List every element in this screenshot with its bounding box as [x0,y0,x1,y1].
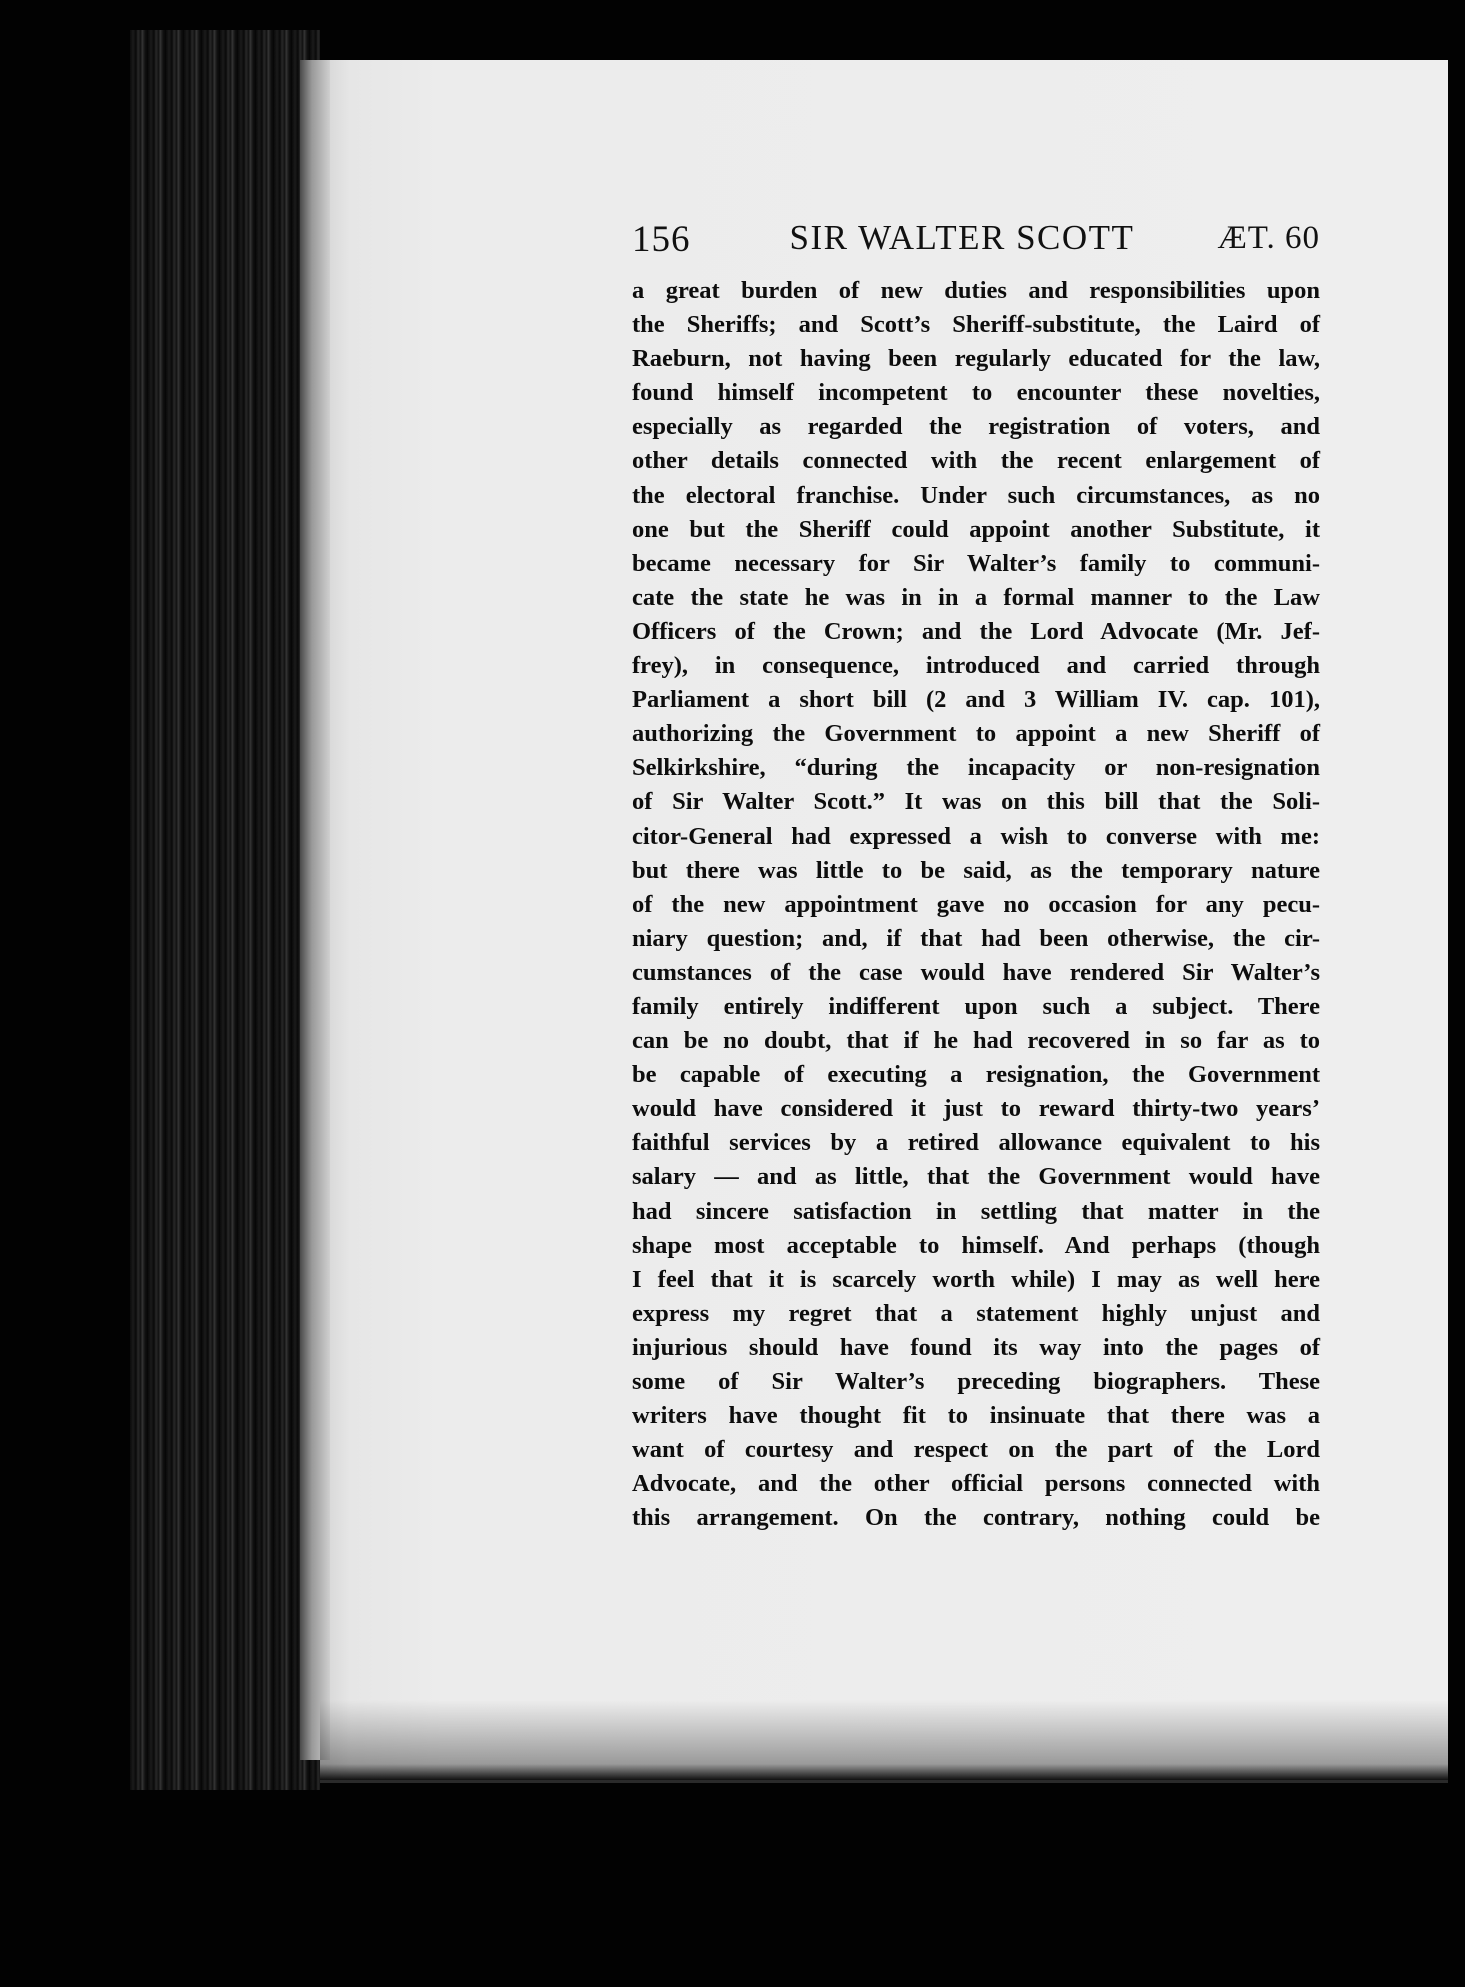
text-line: especially as regarded the registration of voters, and [632,413,1320,441]
text-line: Parliament a short bill (2 and 3 William IV. cap. 101), [632,686,1320,714]
text-line: other details connected with the recent enlargement of [632,447,1320,475]
text-line: writers have thought fit to insinuate that there was a [632,1402,1320,1430]
page-bottom-shadow [320,1700,1448,1780]
text-line: became necessary for Sir Walter’s family to communi- [632,549,1320,577]
text-line: had sincere satisfaction in settling that matter in the [632,1197,1320,1225]
text-line: citor-General had expressed a wish to converse with me: [632,822,1320,850]
text-line: niary question; and, if that had been otherwise, the cir- [632,924,1320,952]
text-line: Officers of the Crown; and the Lord Advocate (Mr. Jef- [632,617,1320,645]
text-line: found himself incompetent to encounter these novelties, [632,379,1320,407]
text-line: Selkirkshire, “during the incapacity or non-resignation [632,754,1320,782]
text-line: be capable of executing a resignation, the Government [632,1061,1320,1089]
text-line: the Sheriffs; and Scott’s Sheriff-substitute, the Laird of [632,311,1320,339]
text-line: express my regret that a statement highly unjust and [632,1299,1320,1327]
text-line: frey), in consequence, introduced and carried through [632,652,1320,680]
text-line: a great burden of new duties and responsibilities upon [632,277,1320,304]
text-line: injurious should have found its way into the pages of [632,1333,1320,1361]
text-line: faithful services by a retired allowance equivalent to his [632,1129,1320,1157]
text-line: cate the state he was in in a formal manner to the Law [632,583,1320,611]
text-line: want of courtesy and respect on the part of the Lord [632,1436,1320,1464]
text-line: some of Sir Walter’s preceding biographers. These [632,1368,1320,1395]
text-line: Raeburn, not having been regularly educated for the law, [632,345,1320,373]
text-line: Advocate, and the other official persons connected with [632,1470,1320,1498]
text-line: would have considered it just to reward thirty-two years’ [632,1095,1320,1123]
text-line: one but the Sheriff could appoint another Substitute, it [632,515,1320,543]
text-line: can be no doubt, that if he had recovered in so far as to [632,1027,1320,1055]
text-line: I feel that it is scarcely worth while) I may as well here [632,1265,1320,1293]
text-line: the electoral franchise. Under such circumstances, as no [632,481,1320,509]
text-line: authorizing the Government to appoint a new Sheriff of [632,720,1320,748]
page-gutter [300,60,330,1760]
text-line: this arrangement. On the contrary, nothing could be [632,1504,1320,1532]
text-line: salary — and as little, that the Government would have [632,1163,1320,1191]
text-line: family entirely indifferent upon such a subject. There [632,992,1320,1020]
body-text [632,274,1320,1535]
running-title: SIR WALTER SCOTT [789,218,1135,257]
text-line: but there was little to be said, as the temporary nature [632,856,1320,884]
running-head [632,218,1320,268]
text-line: of Sir Walter Scott.” It was on this bill that the Soli- [632,788,1320,816]
running-age: ÆT. 60 [1217,220,1320,256]
page-number: 156 [632,219,691,260]
book-spine [130,30,320,1790]
text-line: cumstances of the case would have rendered Sir Walter’s [632,958,1320,986]
text-line: of the new appointment gave no occasion for any pecu- [632,890,1320,918]
text-line: shape most acceptable to himself. And perhaps (though [632,1231,1320,1259]
